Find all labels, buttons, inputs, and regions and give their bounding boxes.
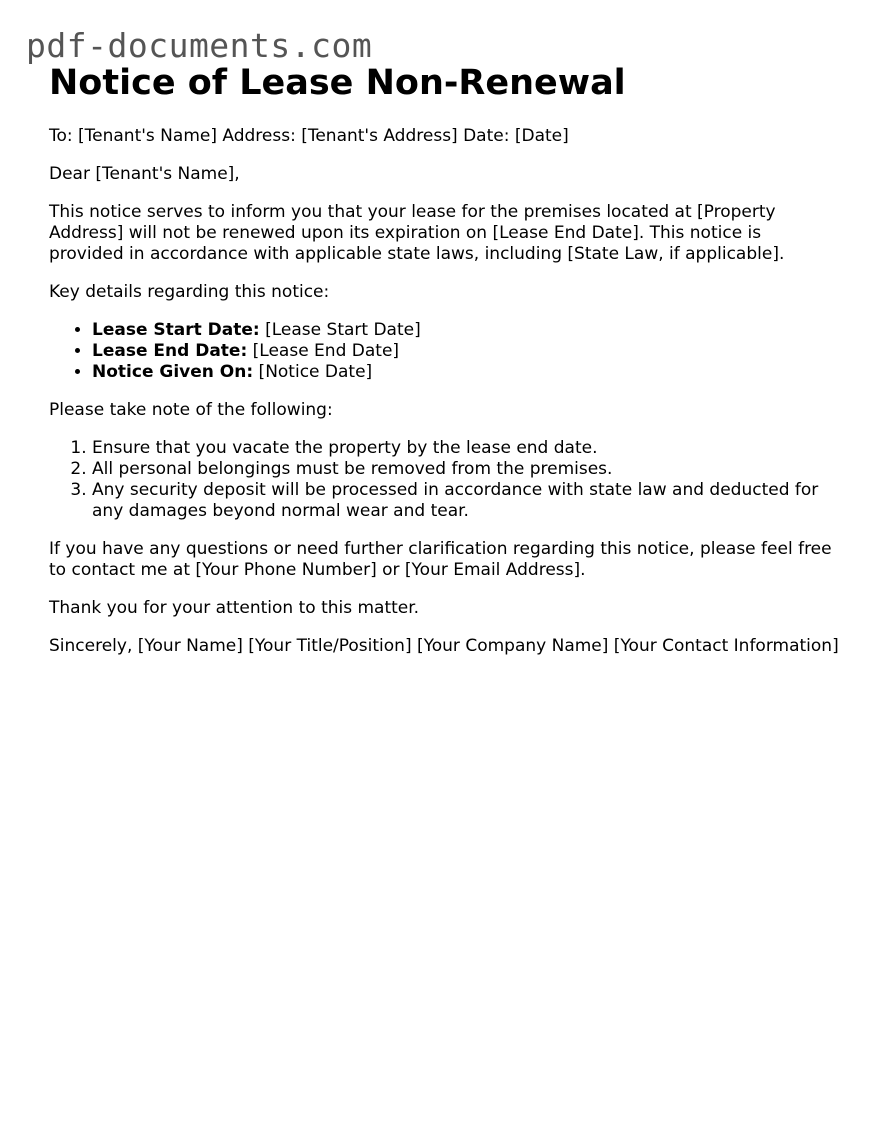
key-details-list <box>49 320 839 383</box>
recipient-line: To: [Tenant's Name] Address: [Tenant's Address] Date: [Date] <box>49 126 569 146</box>
note-item: 1. Ensure that you vacate the property by the lease end date. <box>92 438 839 459</box>
notes-heading: Please take note of the following: <box>49 400 333 420</box>
key-details-heading: Key details regarding this notice: <box>49 282 330 302</box>
key-detail-value: [Notice Date] <box>253 362 373 382</box>
key-detail-item <box>92 341 839 362</box>
document-body <box>49 62 839 674</box>
key-detail-item <box>92 320 839 341</box>
key-detail-value: [Lease End Date] <box>247 341 400 361</box>
document-title: Notice of Lease Non-Renewal <box>49 63 626 103</box>
note-item: 3. Any security deposit will be processed in accordance with state law and deducted for any damages beyond normal wear and tear. <box>92 480 839 522</box>
key-detail-value: [Lease Start Date] <box>259 320 421 340</box>
key-detail-term: Lease End Date: <box>92 341 248 361</box>
watermark-text: pdf-documents.com <box>26 26 373 65</box>
salutation: Dear [Tenant's Name], <box>49 164 240 184</box>
intro-paragraph: This notice serves to inform you that your lease for the premises located at [Property Address] will not be renewed upon its expiration on [Lease End Date]. This notice is provided in accordance with applicable state laws, including [State Law, if applicable]. <box>49 202 785 264</box>
key-detail-item <box>92 362 839 383</box>
key-detail-term: Notice Given On: <box>92 362 254 382</box>
notes-list <box>49 438 839 522</box>
thanks-paragraph: Thank you for your attention to this matter. <box>49 598 420 618</box>
closing-signature: Sincerely, [Your Name] [Your Title/Position] [Your Company Name] [Your Contact Information] <box>49 636 839 656</box>
key-detail-term: Lease Start Date: <box>92 320 260 340</box>
note-item: 2. All personal belongings must be removed from the premises. <box>92 459 839 480</box>
contact-paragraph: If you have any questions or need further clarification regarding this notice, please feel free to contact me at [Your Phone Number] or [Your Email Address]. <box>49 539 832 580</box>
